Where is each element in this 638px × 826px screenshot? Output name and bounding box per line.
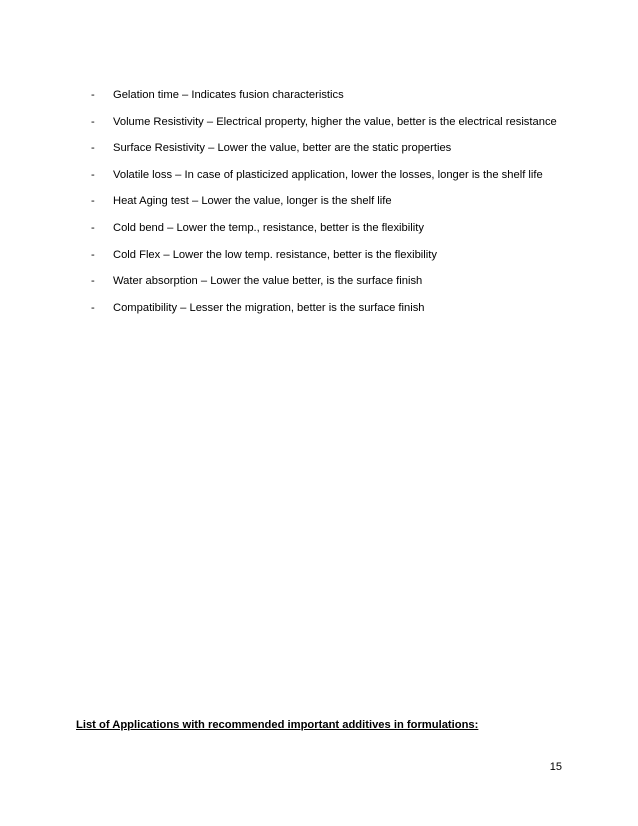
list-item-text: Cold bend – Lower the temp., resistance, better is the flexibility: [113, 221, 424, 234]
bullet-dash: -: [91, 275, 95, 288]
list-item: [91, 140, 591, 167]
list-item: [91, 193, 591, 220]
property-list: [91, 87, 591, 326]
list-item-text: Compatibility – Lesser the migration, better is the surface finish: [113, 301, 425, 314]
list-item-text: Volume Resistivity – Electrical property, higher the value, better is the electrical resistance: [113, 115, 557, 128]
list-item: [91, 220, 591, 247]
bullet-dash: -: [91, 115, 95, 128]
list-item-text: Volatile loss – In case of plasticized application, lower the losses, longer is the shelf life: [113, 168, 543, 181]
list-item-text: Heat Aging test – Lower the value, longer is the shelf life: [113, 195, 392, 208]
list-item: [91, 167, 591, 194]
list-item: [91, 87, 591, 114]
list-item-text: Water absorption – Lower the value better, is the surface finish: [113, 275, 423, 288]
list-item-text: Gelation time – Indicates fusion characteristics: [113, 89, 344, 101]
list-item: [91, 300, 591, 327]
bullet-dash: -: [91, 168, 95, 181]
bullet-dash: -: [91, 248, 95, 261]
list-item: [91, 247, 591, 274]
list-item: [91, 273, 591, 300]
list-item-text: Surface Resistivity – Lower the value, better are the static properties: [113, 142, 452, 155]
bullet-dash: -: [91, 89, 95, 101]
page-number: 15: [549, 761, 562, 773]
bullet-dash: -: [91, 221, 95, 234]
list-item: [91, 114, 591, 141]
section-heading: List of Applications with recommended important additives in formulations:: [76, 719, 479, 731]
list-item-text: Cold Flex – Lower the low temp. resistance, better is the flexibility: [113, 248, 437, 261]
bullet-dash: -: [91, 195, 95, 208]
bullet-dash: -: [91, 142, 95, 155]
bullet-dash: -: [91, 301, 95, 314]
